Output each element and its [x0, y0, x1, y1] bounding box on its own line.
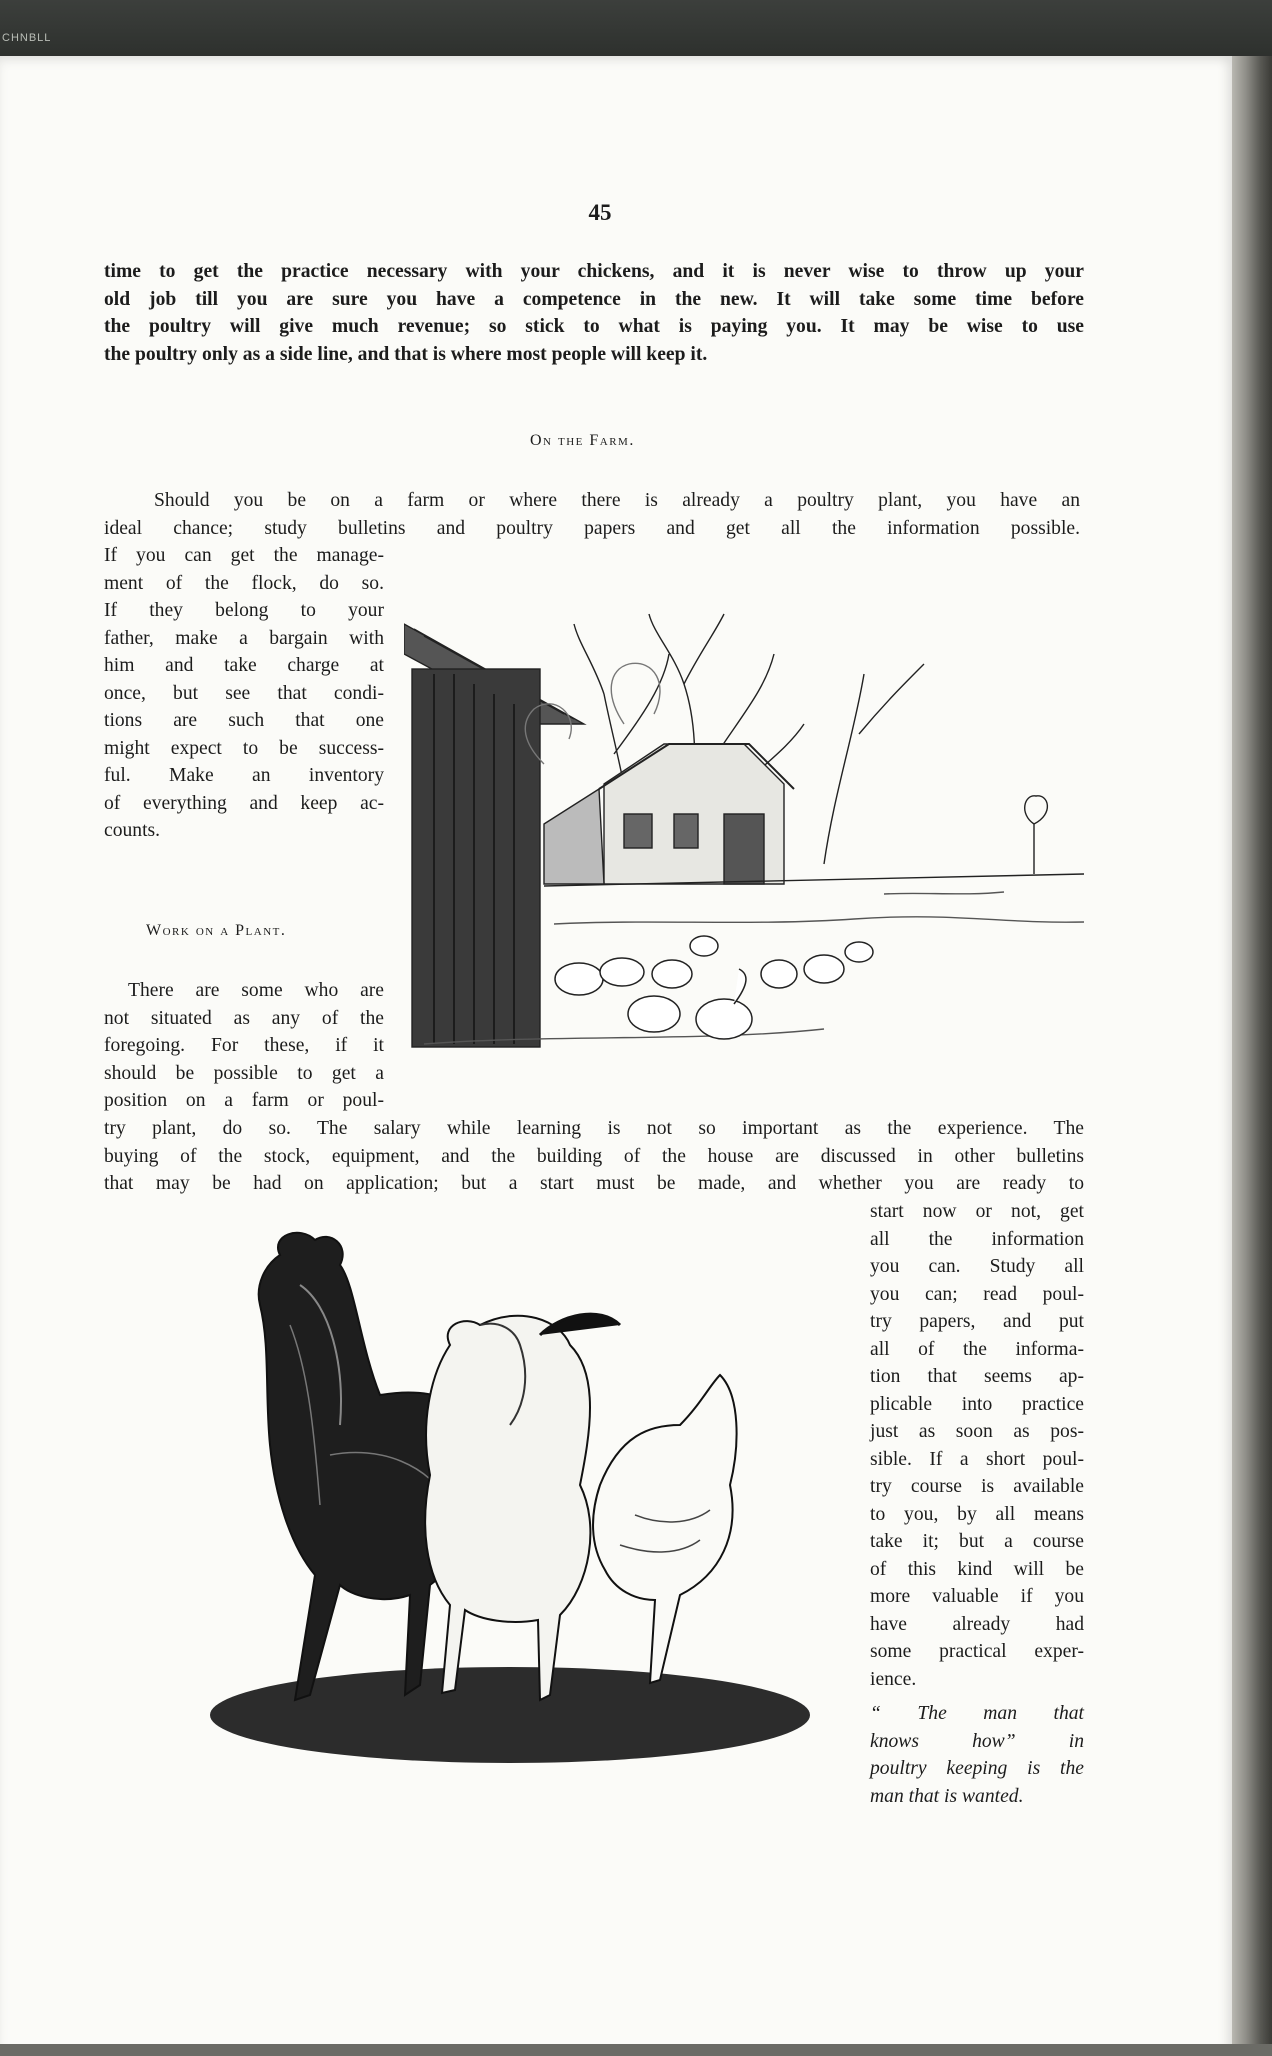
farm-narrow-line: counts.	[104, 820, 161, 841]
right-line: more valuable if you	[870, 1586, 1084, 1607]
farm-narrow-line: If they belong to your	[104, 600, 384, 621]
right-line: plicable into practice	[870, 1393, 1084, 1415]
intro-paragraph	[104, 258, 1084, 368]
farm-line: Should you be on a farm or where there is already a poultry plant, you have an	[154, 490, 1080, 511]
intro-line: the poultry will give much revenue; so stick to what is paying you. It may be wise to use	[104, 316, 1084, 337]
plant-line: try plant, do so. The salary while learning is not so important as the experience. The	[104, 1118, 1084, 1139]
right-line: to you, by all means	[870, 1503, 1084, 1525]
book-spine	[1232, 56, 1272, 2056]
plant-line: that may be had on application; but a start must be made, and whether you are ready to	[104, 1173, 1084, 1194]
right-line: all of the informa-	[870, 1338, 1084, 1360]
plant-line: buying of the stock, equipment, and the building of the house are discussed in other bulletins	[104, 1145, 1084, 1167]
farm-narrow-line: him and take charge at	[104, 655, 384, 676]
right-line: all the information	[870, 1228, 1084, 1250]
right-line: just as soon as pos-	[870, 1421, 1084, 1442]
farm-narrow-line: once, but see that condi-	[104, 682, 384, 704]
quote-line: knows how” in	[870, 1730, 1084, 1752]
top-edge	[0, 0, 1272, 58]
quote-line: poultry keeping is the	[870, 1758, 1084, 1779]
right-line: you can. Study all	[870, 1256, 1084, 1277]
right-line: start now or not, get	[870, 1201, 1084, 1222]
farm-narrow-line: might expect to be success-	[104, 737, 384, 759]
right-line: have already had	[870, 1613, 1084, 1635]
farm-narrow-line: If you can get the manage-	[104, 545, 384, 566]
quote-line: “ The man that	[870, 1703, 1084, 1724]
farm-narrow-line: ment of the flock, do so.	[104, 572, 384, 594]
farm-narrow-line: tions are such that one	[104, 710, 384, 731]
farm-narrow-line: father, make a bargain with	[104, 627, 384, 649]
plant-narrow-line: not situated as any of the	[104, 1007, 384, 1029]
right-line: you can; read poul-	[870, 1283, 1084, 1305]
right-line: sible. If a short poul-	[870, 1448, 1084, 1470]
intro-line: the poultry only as a side line, and that is where most people will keep it.	[104, 343, 708, 365]
intro-line: time to get the practice necessary with your chickens, and it is never wise to throw up your	[104, 261, 1084, 282]
right-line: ience.	[870, 1668, 917, 1690]
right-line: some practical exper-	[870, 1641, 1084, 1662]
right-line: tion that seems ap-	[870, 1366, 1084, 1387]
right-column	[870, 1198, 1084, 1693]
plant-narrow-line: There are some who are	[128, 980, 384, 1001]
tab-label: CHNBLL	[2, 32, 52, 44]
farm-heading: On the Farm.	[530, 432, 635, 449]
farmyard-illustration	[404, 574, 1084, 1066]
plant-narrow-line: should be possible to get a	[104, 1062, 384, 1084]
right-line: take it; but a course	[870, 1531, 1084, 1552]
plant-paragraph	[104, 1115, 1084, 1198]
right-line: try papers, and put	[870, 1311, 1084, 1332]
page-number: 45	[588, 200, 612, 225]
quote	[870, 1700, 1084, 1810]
right-line: try course is available	[870, 1476, 1084, 1497]
plant-narrow-line: foregoing. For these, if it	[104, 1035, 384, 1056]
farm-narrow-line: ful. Make an inventory	[104, 765, 384, 786]
farm-line: ideal chance; study bulletins and poultry papers and get all the information possible.	[104, 517, 1080, 539]
farm-paragraph	[104, 487, 1080, 542]
plant-heading: Work on a Plant.	[146, 922, 287, 939]
bottom-edge	[0, 2044, 1272, 2056]
farm-narrow-column	[104, 542, 384, 845]
intro-line: old job till you are sure you have a competence in the new. It will take some time before	[104, 288, 1084, 310]
hens-illustration	[180, 1225, 830, 1770]
plant-narrow-column	[104, 977, 384, 1115]
right-line: of this kind will be	[870, 1558, 1084, 1580]
plant-narrow-line: position on a farm or poul-	[104, 1090, 384, 1111]
farm-narrow-line: of everything and keep ac-	[104, 792, 384, 814]
quote-line: man that is wanted.	[870, 1785, 1024, 1807]
